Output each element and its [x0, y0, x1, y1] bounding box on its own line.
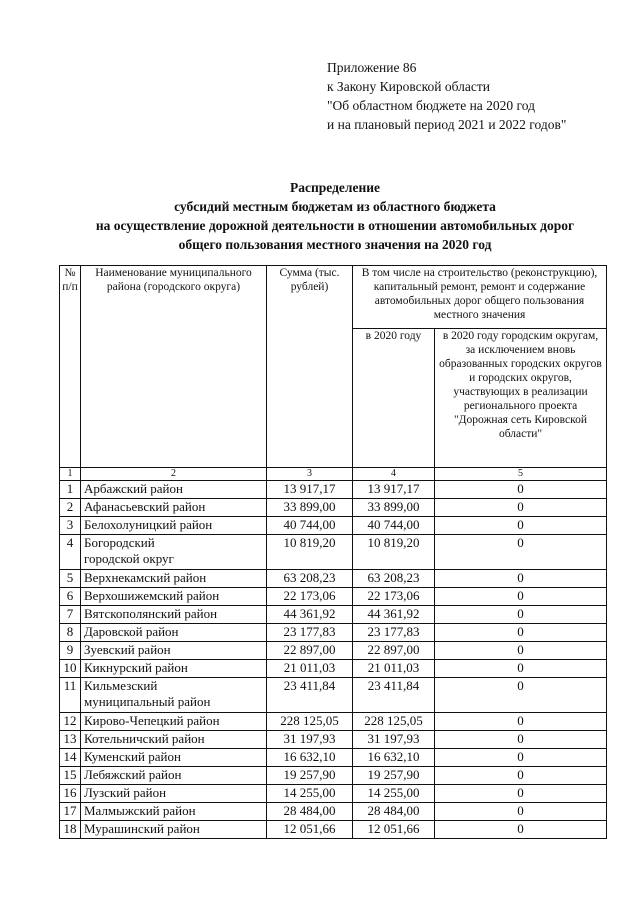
district-name-line: Кирово-Чепецкий район	[84, 713, 220, 728]
sum-urban-districts: 0	[435, 588, 607, 606]
table-row	[60, 606, 607, 624]
row-number: 2	[60, 499, 81, 517]
district-name-line: городской округ	[84, 551, 174, 566]
district-name	[81, 606, 267, 624]
sum-2020: 22 173,06	[353, 588, 435, 606]
district-name	[81, 517, 267, 535]
sum-urban-districts: 0	[435, 517, 607, 535]
sum-2020: 63 208,23	[353, 570, 435, 588]
table-row	[60, 642, 607, 660]
column-index: 2	[81, 468, 267, 481]
table-row	[60, 481, 607, 499]
row-number: 14	[60, 749, 81, 767]
column-index-row	[60, 468, 607, 481]
row-number: 3	[60, 517, 81, 535]
total-sum: 228 125,05	[267, 713, 353, 731]
district-name-line: муниципальный район	[84, 694, 211, 709]
header-year-2020: в 2020 году	[353, 329, 435, 468]
district-name	[81, 713, 267, 731]
total-sum: 33 899,00	[267, 499, 353, 517]
district-name-line: Даровской район	[84, 624, 179, 639]
table-row	[60, 570, 607, 588]
total-sum: 12 051,66	[267, 821, 353, 839]
district-name	[81, 785, 267, 803]
sum-2020: 19 257,90	[353, 767, 435, 785]
district-name	[81, 660, 267, 678]
district-name-line: Лебяжский район	[84, 767, 182, 782]
appendix-line-3: "Об областном бюджете на 2020 год	[327, 98, 535, 113]
row-number: 15	[60, 767, 81, 785]
total-sum: 14 255,00	[267, 785, 353, 803]
sum-2020: 228 125,05	[353, 713, 435, 731]
row-number: 7	[60, 606, 81, 624]
appendix-line-2: к Закону Кировской области	[327, 79, 491, 94]
total-sum: 10 819,20	[267, 535, 353, 570]
appendix-note	[327, 58, 566, 134]
district-name	[81, 678, 267, 713]
sum-2020: 13 917,17	[353, 481, 435, 499]
district-name	[81, 767, 267, 785]
sum-2020: 16 632,10	[353, 749, 435, 767]
district-name	[81, 570, 267, 588]
table-row	[60, 803, 607, 821]
district-name-line: Белохолуницкий район	[84, 517, 213, 532]
sum-urban-districts: 0	[435, 481, 607, 499]
title-line-4: общего пользования местного значения на 2020 год	[178, 237, 492, 252]
table-row	[60, 660, 607, 678]
sum-urban-districts: 0	[435, 678, 607, 713]
title-line-1: Распределение	[289, 180, 381, 195]
total-sum: 28 484,00	[267, 803, 353, 821]
table-row	[60, 588, 607, 606]
sum-urban-districts: 0	[435, 606, 607, 624]
column-index: 1	[60, 468, 81, 481]
sum-2020: 40 744,00	[353, 517, 435, 535]
district-name-line: Куменский район	[84, 749, 181, 764]
table-row	[60, 499, 607, 517]
header-num: № п/п	[60, 266, 81, 468]
row-number: 6	[60, 588, 81, 606]
district-name	[81, 624, 267, 642]
district-name-line: Верхнекамский район	[84, 570, 207, 585]
sum-2020: 44 361,92	[353, 606, 435, 624]
total-sum: 19 257,90	[267, 767, 353, 785]
sum-2020: 22 897,00	[353, 642, 435, 660]
district-name-line: Мурашинский район	[84, 821, 200, 836]
sum-2020: 21 011,03	[353, 660, 435, 678]
sum-urban-districts: 0	[435, 660, 607, 678]
sum-urban-districts: 0	[435, 785, 607, 803]
title-line-2: субсидий местным бюджетам из областного бюджета	[174, 199, 496, 214]
row-number: 4	[60, 535, 81, 570]
sum-urban-districts: 0	[435, 821, 607, 839]
total-sum: 40 744,00	[267, 517, 353, 535]
district-name	[81, 642, 267, 660]
district-name-line: Лузский район	[84, 785, 167, 800]
row-number: 13	[60, 731, 81, 749]
total-sum: 44 361,92	[267, 606, 353, 624]
sum-2020: 33 899,00	[353, 499, 435, 517]
sum-2020: 23 411,84	[353, 678, 435, 713]
sum-urban-districts: 0	[435, 803, 607, 821]
district-name-line: Кильмезский	[84, 678, 158, 693]
district-name	[81, 588, 267, 606]
total-sum: 16 632,10	[267, 749, 353, 767]
district-name	[81, 749, 267, 767]
document-title	[40, 178, 630, 254]
row-number: 9	[60, 642, 81, 660]
total-sum: 23 411,84	[267, 678, 353, 713]
sum-2020: 23 177,83	[353, 624, 435, 642]
header-name: Наименование муниципального района (городского округа)	[81, 266, 267, 468]
header-sum: Сумма (тыс. рублей)	[267, 266, 353, 468]
district-name-line: Арбажский район	[84, 481, 183, 496]
district-name-line: Котельничский район	[84, 731, 205, 746]
district-name-line: Верхошижемский район	[84, 588, 220, 603]
table-row	[60, 517, 607, 535]
district-name-line: Зуевский район	[84, 642, 171, 657]
column-index: 4	[353, 468, 435, 481]
sum-2020: 28 484,00	[353, 803, 435, 821]
title-line-3: на осуществление дорожной деятельности в отношении автомобильных дорог	[95, 218, 575, 233]
row-number: 12	[60, 713, 81, 731]
district-name	[81, 535, 267, 570]
total-sum: 22 897,00	[267, 642, 353, 660]
total-sum: 21 011,03	[267, 660, 353, 678]
district-name-line: Вятскополянский район	[84, 606, 218, 621]
total-sum: 23 177,83	[267, 624, 353, 642]
table-row	[60, 785, 607, 803]
table-row	[60, 821, 607, 839]
table-row	[60, 749, 607, 767]
sum-urban-districts: 0	[435, 767, 607, 785]
sum-2020: 10 819,20	[353, 535, 435, 570]
total-sum: 13 917,17	[267, 481, 353, 499]
column-index: 5	[435, 468, 607, 481]
district-name-line: Афанасьевский район	[84, 499, 206, 514]
header-urban-districts: в 2020 году городским округам, за исключением вновь образованных городских округов и городских округов, участвующих в реализации регионального проекта "Дорожная сеть Кировской области"	[435, 329, 607, 468]
header-row	[60, 266, 607, 329]
sum-urban-districts: 0	[435, 624, 607, 642]
district-name-line: Малмыжский район	[84, 803, 196, 818]
table-row	[60, 713, 607, 731]
row-number: 18	[60, 821, 81, 839]
sum-urban-districts: 0	[435, 535, 607, 570]
table-row	[60, 678, 607, 713]
row-number: 16	[60, 785, 81, 803]
sum-urban-districts: 0	[435, 749, 607, 767]
row-number: 17	[60, 803, 81, 821]
district-name	[81, 731, 267, 749]
sum-urban-districts: 0	[435, 570, 607, 588]
row-number: 11	[60, 678, 81, 713]
sum-urban-districts: 0	[435, 713, 607, 731]
row-number: 5	[60, 570, 81, 588]
total-sum: 63 208,23	[267, 570, 353, 588]
row-number: 8	[60, 624, 81, 642]
district-name	[81, 803, 267, 821]
sum-2020: 31 197,93	[353, 731, 435, 749]
table-row	[60, 535, 607, 570]
subsidy-table	[59, 265, 607, 839]
district-name	[81, 499, 267, 517]
sum-2020: 14 255,00	[353, 785, 435, 803]
district-name-line: Кикнурский район	[84, 660, 188, 675]
district-name	[81, 821, 267, 839]
sum-2020: 12 051,66	[353, 821, 435, 839]
row-number: 1	[60, 481, 81, 499]
total-sum: 31 197,93	[267, 731, 353, 749]
district-name	[81, 481, 267, 499]
sum-urban-districts: 0	[435, 642, 607, 660]
row-number: 10	[60, 660, 81, 678]
district-name-line: Богородский	[84, 535, 155, 550]
total-sum: 22 173,06	[267, 588, 353, 606]
table-row	[60, 731, 607, 749]
sum-urban-districts: 0	[435, 499, 607, 517]
sum-urban-districts: 0	[435, 731, 607, 749]
header-including: В том числе на строительство (реконструкцию), капитальный ремонт, ремонт и содержание автомобильных дорог общего пользования местного значения	[353, 266, 607, 329]
appendix-line-4: и на плановый период 2021 и 2022 годов"	[327, 117, 567, 132]
table-row	[60, 624, 607, 642]
column-index: 3	[267, 468, 353, 481]
table-row	[60, 767, 607, 785]
appendix-line-1: Приложение 86	[327, 60, 417, 75]
